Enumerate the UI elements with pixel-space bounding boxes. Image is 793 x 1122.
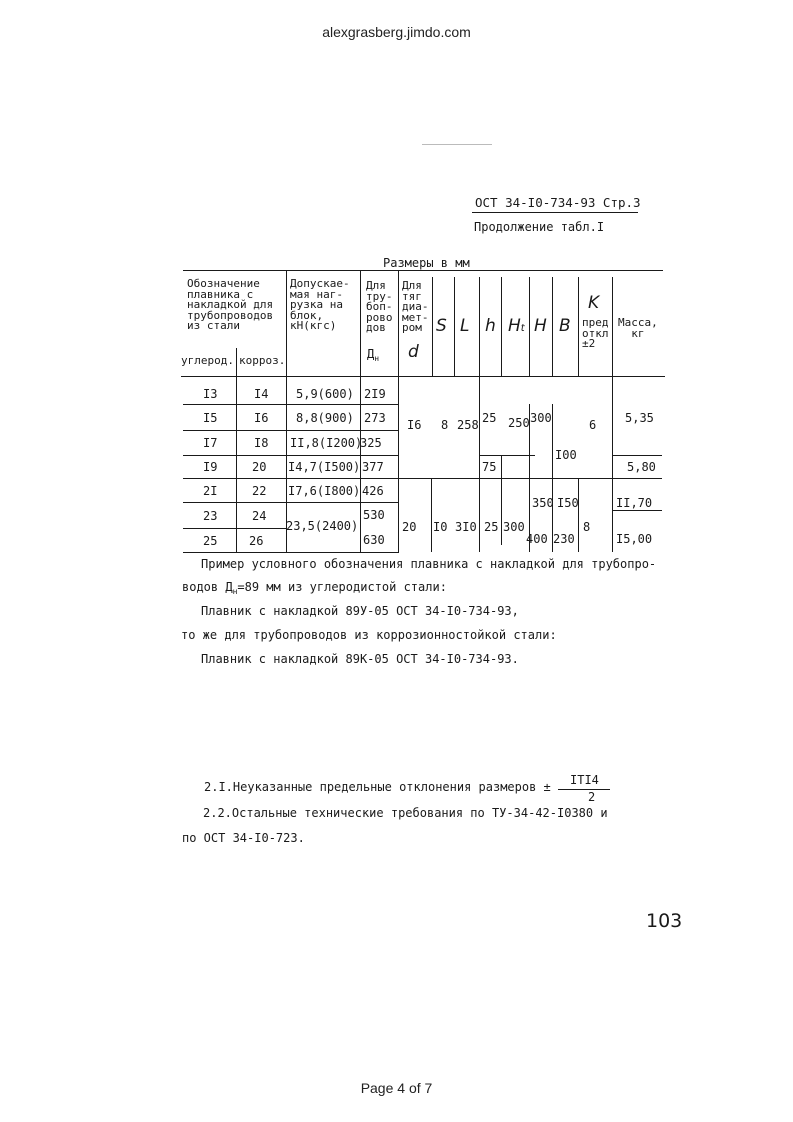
header-rod-symbol: d (408, 342, 419, 362)
table-rule (183, 502, 399, 503)
cell-hbig1: 300 (530, 411, 552, 425)
cell-rod-d1: I6 (407, 418, 422, 432)
cell-carbon: 2I (203, 484, 218, 498)
table-rule (454, 277, 455, 377)
table-rule (578, 478, 579, 552)
cell-ht2: 300 (503, 520, 525, 534)
table-rule (552, 404, 553, 552)
table-rule (183, 404, 399, 405)
cell-carbon: I9 (203, 460, 218, 474)
cell-pipe: 377 (362, 460, 384, 474)
scan-mark (422, 144, 492, 145)
pipe-subscript: н (374, 354, 380, 363)
requirement-2-2-cont: по ОСТ 34-I0-723. (182, 831, 305, 845)
handwritten-page-number: 103 (646, 910, 683, 932)
cell-l2: 3I0 (455, 520, 477, 534)
header-b: B (559, 316, 571, 336)
cell-k2: 8 (583, 520, 591, 534)
ht-subscript: t (520, 323, 525, 334)
example-carbon-designation: Плавник с накладкой 89У-05 ОСТ 34-I0-734-93, (201, 604, 519, 618)
table-rule (183, 552, 399, 553)
cell-h3: 25 (484, 520, 499, 534)
cell-load: I7,6(I800) (288, 484, 361, 498)
requirement-2-1: 2.I.Неуказанные предельные отклонения размеров ± (204, 780, 551, 794)
cell-mass1: 5,35 (625, 411, 654, 425)
cell-corrosion: I4 (254, 387, 269, 401)
header-corrosion-steel: корроз. (239, 354, 286, 367)
cell-h2: 75 (482, 460, 497, 474)
cell-pipe: 426 (362, 484, 384, 498)
cell-h1: 25 (482, 411, 497, 425)
cell-s2: I0 (433, 520, 448, 534)
table-rule (183, 270, 663, 271)
header-s: S (436, 316, 447, 336)
example-corrosion-designation: Плавник с накладкой 89К-05 ОСТ 34-I0-734-93. (201, 652, 519, 666)
cell-load: 5,9(600) (296, 387, 354, 401)
table-rule (183, 455, 399, 456)
cell-mass2: 5,80 (627, 460, 656, 474)
table-rule (431, 478, 432, 552)
cell-hbig2: 350 (532, 496, 554, 510)
cell-carbon: I5 (203, 411, 218, 425)
cell-corrosion: 20 (252, 460, 267, 474)
tolerance-denominator: 2 (588, 790, 596, 804)
cell-carbon: I7 (203, 436, 218, 450)
table-rule (578, 277, 579, 377)
header-rod: Для тяг диа- мет- ром (402, 279, 429, 334)
header-l: L (460, 316, 470, 336)
cell-rod-d2: 20 (402, 520, 417, 534)
table-rule (181, 376, 665, 377)
table-rule (183, 478, 662, 479)
table-rule (479, 455, 535, 456)
header-ht (508, 316, 525, 336)
example-line-2-prefix: водов Д (182, 580, 233, 594)
table-rule (398, 270, 399, 552)
header-k: K (588, 293, 600, 313)
example-line-2 (182, 580, 447, 596)
doc-code-underline (472, 212, 638, 213)
header-pipe: Для тру- боп- рово дов (366, 279, 393, 334)
example-line-1: Пример условного обозначения плавника с накладкой для трубопро- (201, 557, 657, 571)
table-rule (360, 270, 361, 552)
cell-k1: 6 (589, 418, 597, 432)
cell-carbon: 23 (203, 509, 218, 523)
table-rule (479, 277, 480, 552)
table-rule (612, 510, 662, 511)
ht-symbol: H (508, 316, 521, 336)
cell-load: 8,8(900) (296, 411, 354, 425)
cell-pipe: 325 (360, 436, 382, 450)
cell-l1: 258 (457, 418, 479, 432)
header-load: Допускае- мая наг- рузка на блок, кН(кгс) (290, 277, 350, 332)
cell-mass4: I5,00 (616, 532, 653, 546)
cell-load: II,8(I200) (290, 436, 363, 450)
cell-pipe: 530 (363, 508, 385, 522)
header-mass: Масса, кг (618, 316, 658, 340)
cell-b2: I50 (557, 496, 579, 510)
example-line-2-subscript: н (232, 587, 238, 596)
cell-s1: 8 (441, 418, 449, 432)
cell-corrosion: 26 (249, 534, 264, 548)
site-url[interactable]: alexgrasberg.jimdo.com (322, 24, 471, 40)
table-rule (612, 277, 613, 552)
cell-carbon: 25 (203, 534, 218, 548)
cell-mass3: II,70 (616, 496, 653, 510)
cell-b1: I00 (555, 448, 577, 462)
tolerance-numerator: IТI4 (570, 773, 599, 787)
header-carbon-steel: углерод. (181, 354, 234, 367)
document-code: ОСТ 34-I0-734-93 Стр.3 (475, 195, 641, 210)
cell-corrosion: I6 (254, 411, 269, 425)
table-rule (236, 348, 237, 552)
fraction-bar (558, 789, 610, 790)
cell-corrosion: 22 (252, 484, 267, 498)
example-line-2-suffix: =89 мм из углеродистой стали: (237, 580, 447, 594)
cell-hbig3: 400 (526, 532, 548, 546)
table-rule (286, 270, 287, 552)
cell-carbon: I3 (203, 387, 218, 401)
cell-pipe: 630 (363, 533, 385, 547)
cell-pipe: 273 (364, 411, 386, 425)
table-rule (501, 455, 502, 545)
header-pipe-symbol (367, 347, 379, 363)
table-rule (612, 455, 662, 456)
requirement-2-2: 2.2.Остальные технические требования по ТУ-34-42-I0380 и (203, 806, 608, 820)
cell-corrosion: I8 (254, 436, 269, 450)
dimensions-caption: Размеры в мм (383, 256, 470, 270)
header-designation: Обозначение плавника с накладкой для трубопроводов из стали (187, 277, 274, 332)
table-rule (529, 277, 530, 377)
header-k-tolerance: пред откл ±2 (582, 316, 609, 350)
table-continuation: Продолжение табл.I (474, 220, 605, 234)
cell-load: I4,7(I500) (288, 460, 361, 474)
cell-ht1: 250 (508, 416, 530, 430)
header-h-large: H (534, 316, 547, 336)
example-corrosion-intro: то же для трубопроводов из коррозионностойкой стали: (181, 628, 557, 642)
table-rule (183, 528, 286, 529)
table-rule (432, 277, 433, 377)
table-rule (183, 430, 399, 431)
cell-load-merged: 23,5(2400) (286, 519, 359, 533)
cell-b3: 230 (553, 532, 575, 546)
table-rule (552, 277, 553, 377)
cell-pipe: 2I9 (364, 387, 386, 401)
page-indicator: Page 4 of 7 (360, 1080, 433, 1096)
table-rule (501, 277, 502, 377)
pipe-symbol: Д (367, 347, 375, 361)
cell-corrosion: 24 (252, 509, 267, 523)
header-h-small: h (485, 316, 496, 336)
